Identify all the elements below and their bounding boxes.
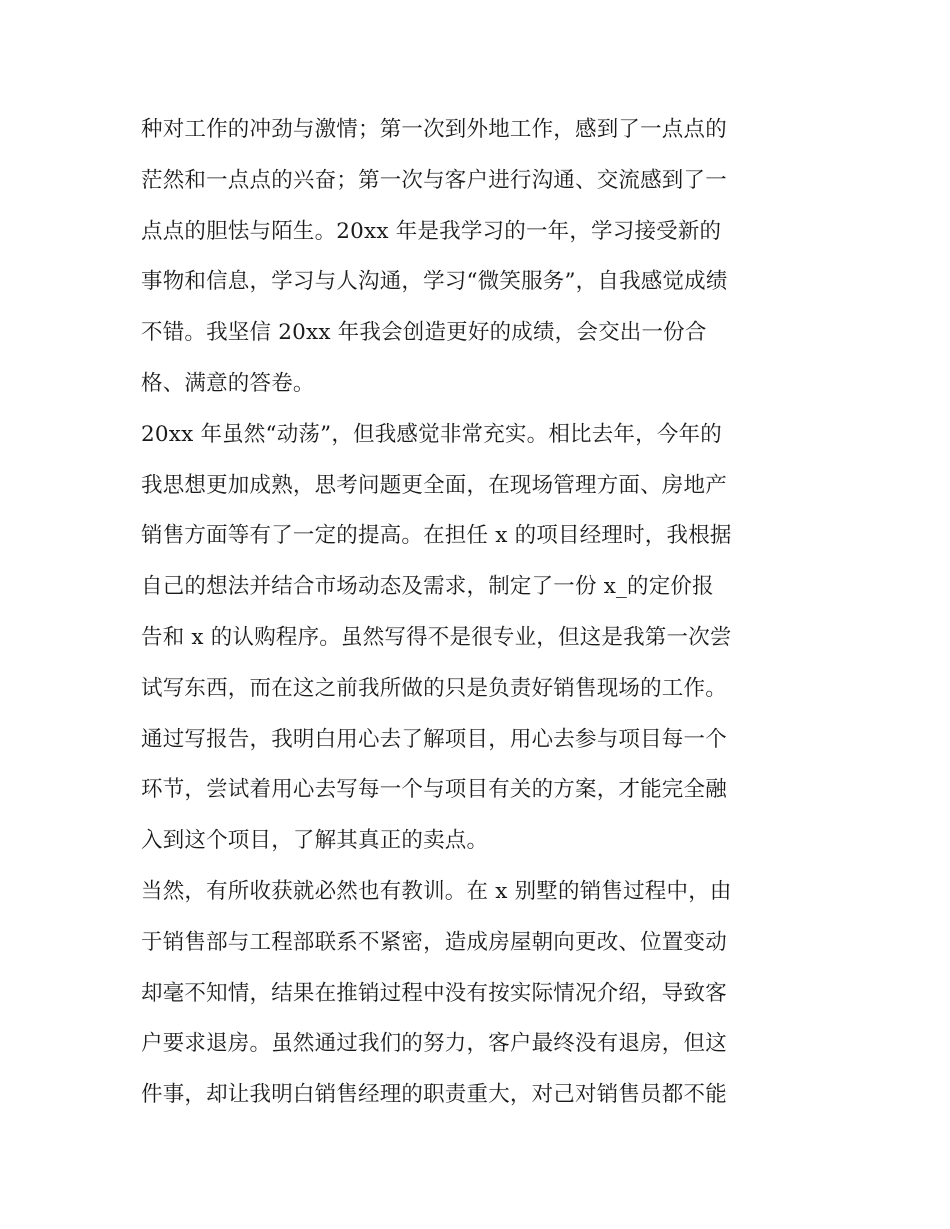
text-line: 种对工作的冲劲与激情；第一次到外地工作，感到了一点点的 (141, 117, 727, 142)
text-line: 不错。我坚信 20xx 年我会创造更好的成绩，会交出一份合 (141, 320, 707, 346)
document-body (141, 105, 821, 1121)
text-line: 格、满意的答卷。 (141, 370, 315, 396)
text-line: 于销售部与工程部联系不紧密，造成房屋朝向更改、位置变动 (141, 929, 727, 955)
text-line: 环节，尝试着用心去写每一个与项目有关的方案，才能完全融 (141, 777, 727, 803)
text-line: 自己的想法并结合市场动态及需求，制定了一份 x_的定价报 (141, 574, 714, 600)
text-line: 茫然和一点点的兴奋；第一次与客户进行沟通、交流感到了一 (141, 167, 727, 193)
text-line: 户要求退房。虽然通过我们的努力，客户最终没有退房，但这 (141, 1031, 727, 1057)
text-line: 试写东西，而在这之前我所做的只是负责好销售现场的工作。 (141, 675, 727, 701)
text-line: 却毫不知情，结果在推销过程中没有按实际情况介绍，导致客 (141, 980, 727, 1006)
text-line: 入到这个项目，了解其真正的卖点。 (141, 828, 489, 854)
text-line: 点点的胆怯与陌生。20xx 年是我学习的一年，学习接受新的 (141, 218, 722, 244)
text-line: 告和 x 的认购程序。虽然写得不是很专业，但这是我第一次尝 (141, 624, 732, 650)
text-line: 我思想更加成熟，思考问题更全面，在现场管理方面、房地产 (141, 472, 727, 498)
text-line: 件事，却让我明白销售经理的职责重大，对己对销售员都不能 (141, 1082, 727, 1108)
text-line: 销售方面等有了一定的提高。在担任 x 的项目经理时，我根据 (141, 523, 732, 549)
text-line: 事物和信息，学习与人沟通，学习“微笑服务”，自我感觉成绩 (141, 269, 728, 295)
text-line: 20xx 年虽然“动荡”，但我感觉非常充实。相比去年，今年的 (141, 421, 722, 447)
text-line: 通过写报告，我明白用心去了解项目，用心去参与项目每一个 (141, 726, 727, 752)
text-line: 当然，有所收获就必然也有教训。在 x 别墅的销售过程中，由 (141, 878, 732, 904)
